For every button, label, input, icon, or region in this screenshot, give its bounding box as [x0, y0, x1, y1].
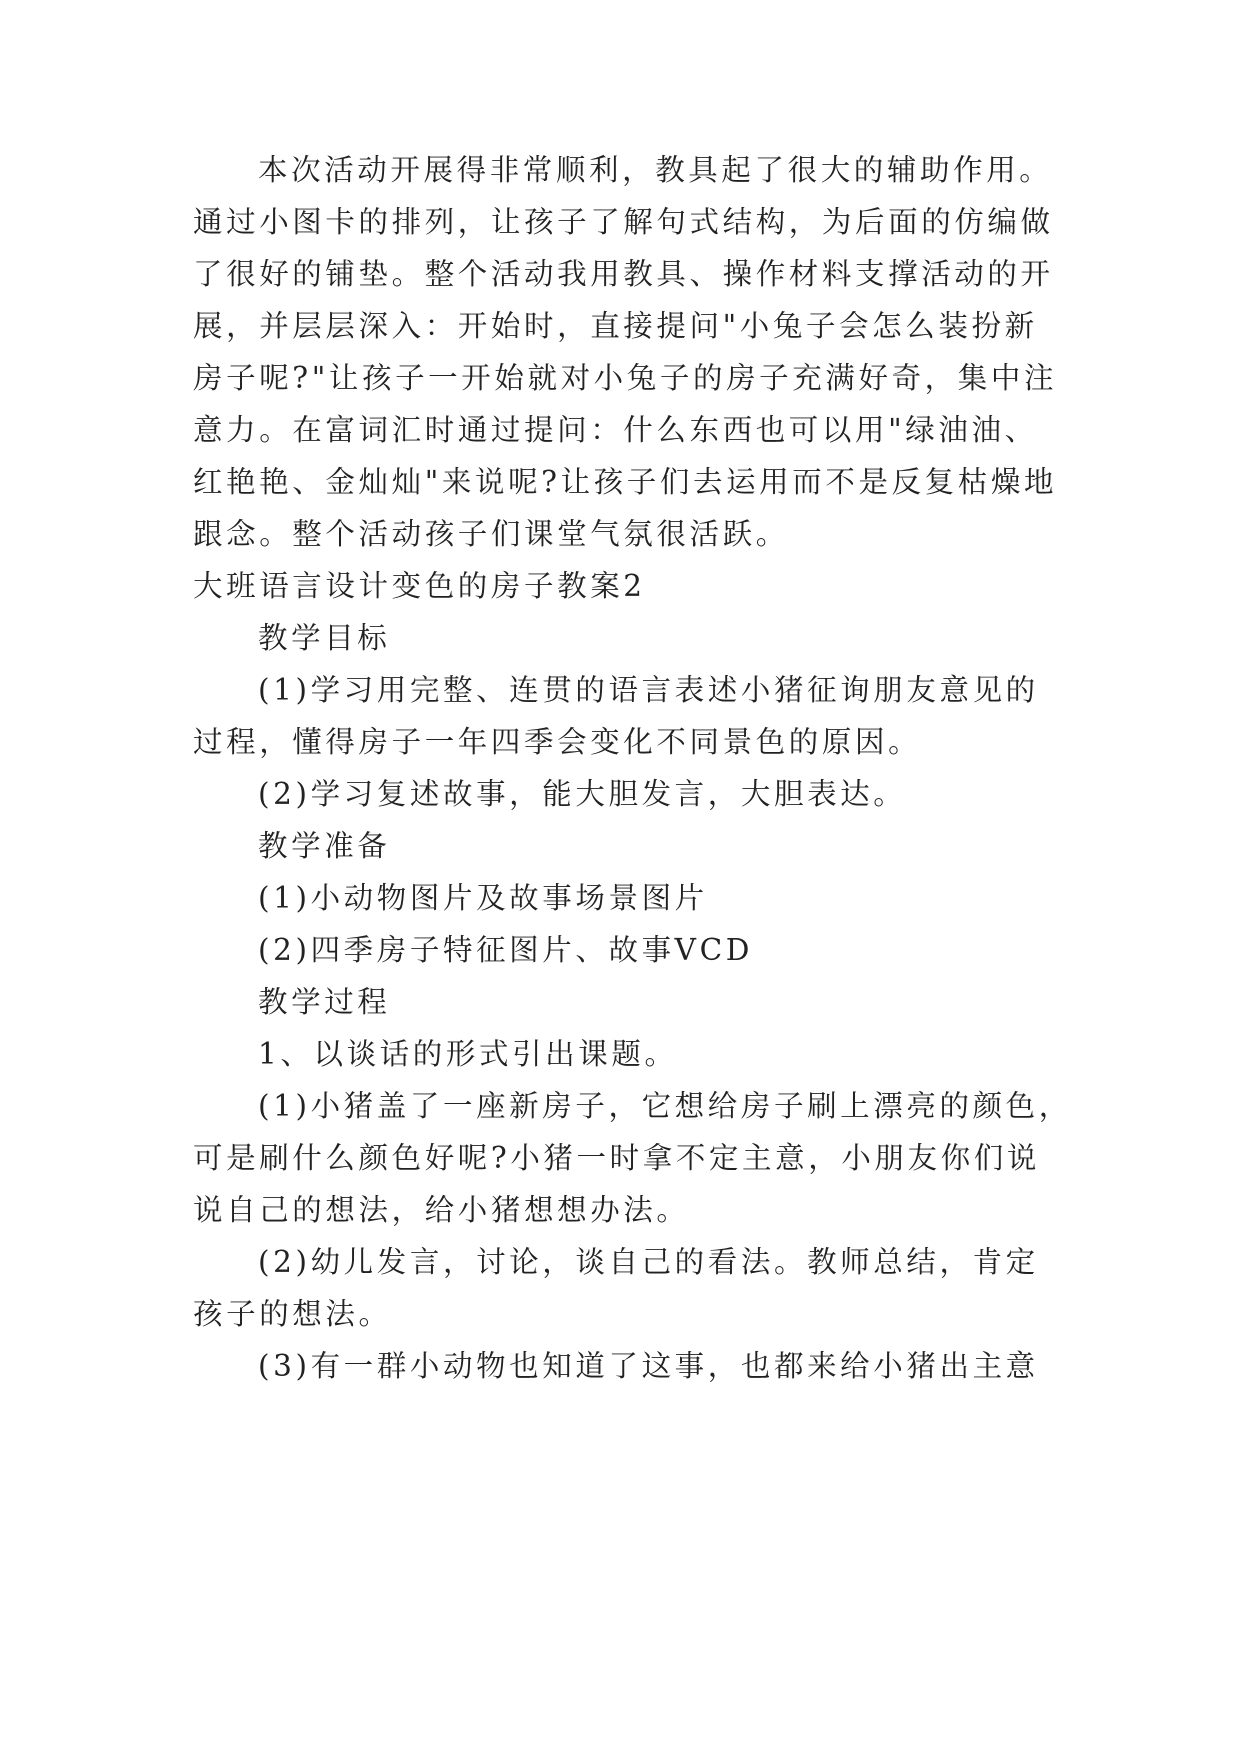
heading-teaching-preparation: 教学准备 [258, 829, 391, 863]
paragraph-line: 本次活动开展得非常顺利，教具起了很大的辅助作用。 [258, 153, 1053, 187]
paragraph-line: 展，并层层深入：开始时，直接提问"小兔子会怎么装扮新 [193, 309, 1038, 343]
process-substep-continued: 孩子的想法。 [193, 1297, 392, 1331]
preparation-item: (1)小动物图片及故事场景图片 [258, 881, 708, 915]
goal-item: (1)学习用完整、连贯的语言表述小猪征询朋友意见的 [258, 673, 1039, 707]
paragraph-line: 房子呢?"让孩子一开始就对小兔子的房子充满好奇，集中注 [193, 361, 1058, 395]
heading-teaching-goals: 教学目标 [258, 621, 391, 655]
section-title: 大班语言设计变色的房子教案2 [193, 569, 646, 603]
goal-item-continued: 过程，懂得房子一年四季会变化不同景色的原因。 [193, 725, 922, 759]
paragraph-line: 通过小图卡的排列，让孩子了解句式结构，为后面的仿编做 [193, 205, 1054, 239]
paragraph-line: 意力。在富词汇时通过提问：什么东西也可以用"绿油油、 [193, 413, 1038, 447]
preparation-item: (2)四季房子特征图片、故事VCD [258, 933, 754, 967]
goal-item: (2)学习复述故事，能大胆发言，大胆表达。 [258, 777, 907, 811]
paragraph-line: 跟念。整个活动孩子们课堂气氛很活跃。 [193, 517, 789, 551]
process-substep: (3)有一群小动物也知道了这事，也都来给小猪出主意 [258, 1349, 1039, 1383]
process-substep-continued: 说自己的想法，给小猪想想办法。 [193, 1193, 690, 1227]
process-substep: (2)幼儿发言，讨论，谈自己的看法。教师总结，肯定 [258, 1245, 1039, 1279]
process-step: 1、以谈话的形式引出课题。 [258, 1037, 678, 1071]
process-substep: (1)小猪盖了一座新房子，它想给房子刷上漂亮的颜色， [258, 1089, 1072, 1123]
process-substep-continued: 可是刷什么颜色好呢?小猪一时拿不定主意，小朋友你们说 [193, 1141, 1040, 1175]
heading-teaching-process: 教学过程 [258, 985, 391, 1019]
paragraph-line: 了很好的铺垫。整个活动我用教具、操作材料支撑活动的开 [193, 257, 1054, 291]
paragraph-line: 红艳艳、金灿灿"来说呢?让孩子们去运用而不是反复枯燥地 [193, 465, 1058, 499]
